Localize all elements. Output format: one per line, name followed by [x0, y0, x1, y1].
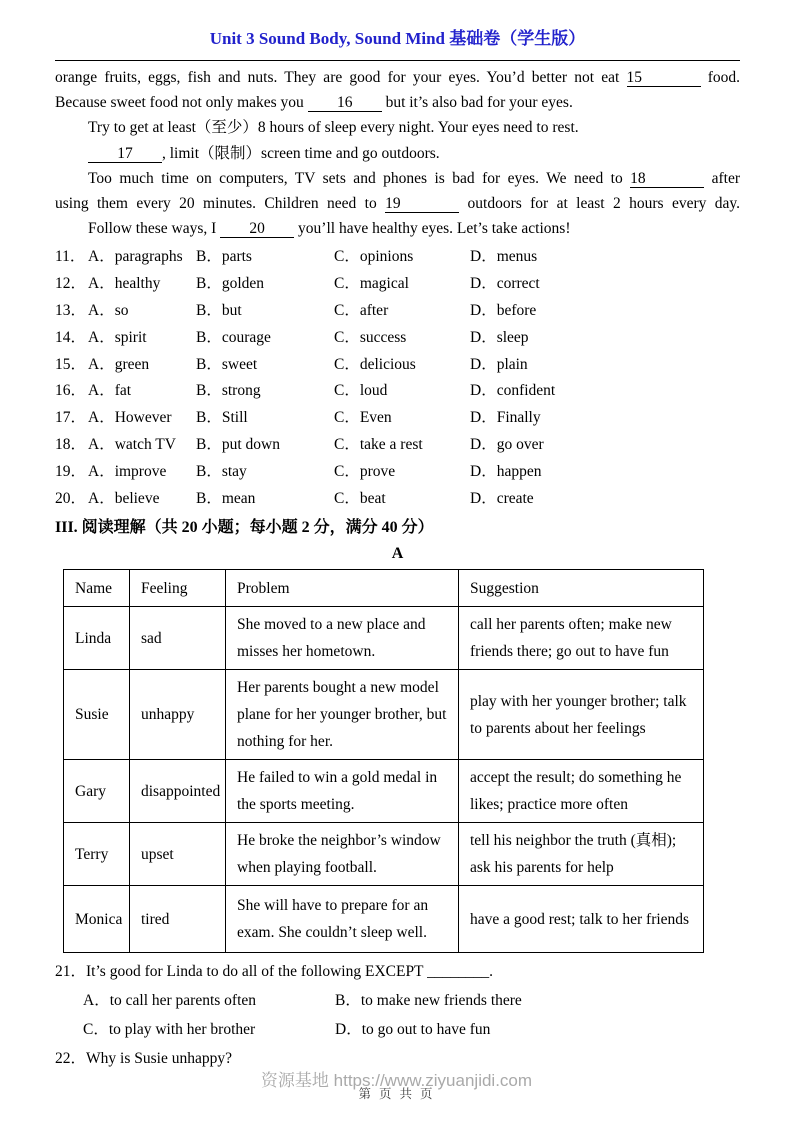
- cloze-blank: 17: [88, 145, 162, 163]
- col-header-suggestion: Suggestion: [459, 570, 704, 607]
- question-text: It’s good for Linda to do all of the following EXCEPT ________.: [86, 963, 493, 981]
- option-b: B．mean: [196, 489, 256, 507]
- question-21: [55, 957, 740, 986]
- option-b: B．golden: [196, 275, 265, 293]
- section-heading-reading: III. 阅读理解（共 20 小题；每小题 2 分，满分 40 分）: [55, 519, 434, 537]
- cloze-question-row-20: [55, 486, 740, 513]
- col-header-feeling: Feeling: [130, 570, 226, 607]
- cloze-question-row-11: [55, 244, 740, 271]
- option-c: C．loud: [334, 382, 388, 400]
- option-b: B．to make new friends there: [335, 992, 522, 1010]
- cloze-question-row-19: [55, 459, 740, 486]
- question-number: 18．: [55, 436, 87, 453]
- question-number: 19．: [55, 462, 87, 480]
- cell-suggestion: call her parents often; make new friends there; go out to have fun: [459, 607, 704, 670]
- option-c: C．prove: [334, 462, 396, 480]
- option-a: A．paragraphs: [88, 248, 183, 266]
- option-d: D．create: [470, 489, 534, 507]
- option-d: D．confident: [470, 382, 556, 400]
- option-b: B．stay: [196, 462, 247, 480]
- cell-problem: Her parents bought a new model plane for her younger brother, but nothing for her.: [226, 670, 459, 760]
- table-row-susie: [64, 670, 704, 760]
- cell-suggestion: tell his neighbor the truth (真相); ask his parents for help: [459, 823, 704, 886]
- option-c: C．delicious: [334, 355, 416, 373]
- col-header-problem: Problem: [226, 570, 459, 607]
- table-row-linda: [64, 607, 704, 670]
- cell-name: Gary: [64, 760, 130, 823]
- passage-line: orange fruits, eggs, fish and nuts. They are good for your eyes. You’d better not eat 15 food.: [55, 69, 740, 86]
- question-text: Why is Susie unhappy?: [86, 1050, 232, 1068]
- cell-suggestion: play with her younger brother; talk to parents about her feelings: [459, 670, 704, 760]
- table-row-terry: [64, 823, 704, 886]
- cloze-question-row-12: [55, 271, 740, 298]
- option-d: D．before: [470, 302, 537, 320]
- cell-feeling: sad: [130, 607, 226, 670]
- question-21-options: [83, 986, 740, 1044]
- cloze-blank: 16: [308, 94, 382, 112]
- cell-name: Monica: [64, 886, 130, 953]
- cloze-passage: [55, 65, 740, 241]
- option-b: B．but: [196, 302, 242, 320]
- option-c: C．opinions: [334, 248, 414, 266]
- passage-label-a: A: [391, 545, 404, 563]
- passage-line: Follow these ways, I 20 you’ll have healthy eyes. Let’s take actions!: [88, 220, 571, 238]
- cell-name: Linda: [64, 607, 130, 670]
- table-header-row: [64, 570, 704, 607]
- question-number: 11．: [55, 248, 86, 266]
- cell-problem: She moved to a new place and misses her hometown.: [226, 607, 459, 670]
- option-d: D．correct: [470, 275, 540, 293]
- option-c: C．Even: [334, 409, 392, 427]
- question-number: 15．: [55, 355, 87, 373]
- question-number: 22．: [55, 1050, 87, 1068]
- option-c: C．to play with her brother: [83, 1021, 256, 1039]
- option-d: D．happen: [470, 462, 542, 480]
- option-d: D．go over: [470, 436, 544, 453]
- option-d: D．plain: [470, 355, 528, 373]
- table-row-gary: [64, 760, 704, 823]
- reading-questions: [55, 957, 740, 1073]
- option-a: A．spirit: [88, 328, 147, 346]
- cell-name: Susie: [64, 670, 130, 760]
- option-c: C．take a rest: [334, 436, 423, 453]
- option-a: A．so: [88, 302, 129, 320]
- cell-feeling: upset: [130, 823, 226, 886]
- cell-suggestion: accept the result; do something he likes; practice more often: [459, 760, 704, 823]
- cell-problem: He failed to win a gold medal in the sports meeting.: [226, 760, 459, 823]
- option-b: B．courage: [196, 328, 271, 346]
- option-c: C．beat: [334, 489, 386, 507]
- cloze-options-list: [55, 244, 740, 512]
- option-a: A．watch TV: [88, 436, 176, 453]
- option-d: D．Finally: [470, 409, 541, 427]
- question-number: 17．: [55, 409, 87, 427]
- cell-suggestion: have a good rest; talk to her friends: [459, 886, 704, 953]
- question-number: 12．: [55, 275, 87, 293]
- passage-line: Too much time on computers, TV sets and phones is bad for eyes. We need to 18 after: [88, 169, 741, 187]
- col-header-name: Name: [64, 570, 130, 607]
- passage-line: Try to get at least（至少）8 hours of sleep every night. Your eyes need to rest.: [88, 119, 579, 137]
- cell-feeling: tired: [130, 886, 226, 953]
- cell-name: Terry: [64, 823, 130, 886]
- cell-feeling: unhappy: [130, 670, 226, 760]
- question-number: 14．: [55, 328, 87, 346]
- cloze-blank: 18: [630, 170, 704, 188]
- cloze-blank: 19: [385, 195, 459, 213]
- watermark-url: 资源基地 https://www.ziyuanjidi.com: [260, 1071, 533, 1090]
- cloze-question-row-15: [55, 352, 740, 379]
- cloze-question-row-17: [55, 405, 740, 432]
- option-d: D．to go out to have fun: [335, 1021, 491, 1039]
- reading-table: [63, 569, 704, 953]
- option-c: C．magical: [334, 275, 409, 293]
- passage-line: 17 , limit（限制）screen time and go outdoors.: [55, 141, 740, 166]
- cloze-question-row-14: [55, 325, 740, 352]
- question-number: 16．: [55, 382, 87, 400]
- option-a: A．to call her parents often: [83, 992, 257, 1010]
- option-c: C．success: [334, 328, 407, 346]
- option-b: B．sweet: [196, 355, 258, 373]
- option-a: A．However: [88, 409, 172, 427]
- option-d: D．menus: [470, 248, 538, 266]
- option-a: A．improve: [88, 462, 167, 480]
- header-divider: [55, 60, 740, 61]
- passage-line: using them every 20 minutes. Children need to 19 outdoors for at least 2 hours every day.: [55, 195, 741, 213]
- cell-problem: She will have to prepare for an exam. She couldn’t sleep well.: [226, 886, 459, 953]
- option-a: A．healthy: [88, 275, 161, 293]
- table-row-monica: [64, 886, 704, 953]
- option-a: A．green: [88, 355, 150, 373]
- cloze-question-row-13: [55, 298, 740, 325]
- cell-problem: He broke the neighbor’s window when playing football.: [226, 823, 459, 886]
- option-c: C．after: [334, 302, 389, 320]
- cloze-blank: 20: [220, 220, 294, 238]
- option-b: B．put down: [196, 436, 280, 453]
- option-b: B．strong: [196, 382, 261, 400]
- page-title: Unit 3 Sound Body, Sound Mind 基础卷（学生版）: [209, 29, 586, 48]
- cloze-question-row-16: [55, 378, 740, 405]
- page-number-placeholder: 第 页 共 页: [358, 1086, 435, 1101]
- cell-feeling: disappointed: [130, 760, 226, 823]
- option-b: B．parts: [196, 248, 252, 266]
- passage-line: Because sweet food not only makes you 16 but it’s also bad for your eyes.: [55, 94, 573, 112]
- question-number: 20．: [55, 489, 87, 507]
- option-a: A．fat: [88, 382, 132, 400]
- option-b: B．Still: [196, 409, 248, 427]
- option-d: D．sleep: [470, 328, 529, 346]
- question-number: 13．: [55, 302, 87, 320]
- cloze-question-row-18: [55, 432, 740, 459]
- question-number: 21．: [55, 963, 87, 981]
- cloze-blank: 15: [627, 69, 701, 87]
- option-a: A．believe: [88, 489, 160, 507]
